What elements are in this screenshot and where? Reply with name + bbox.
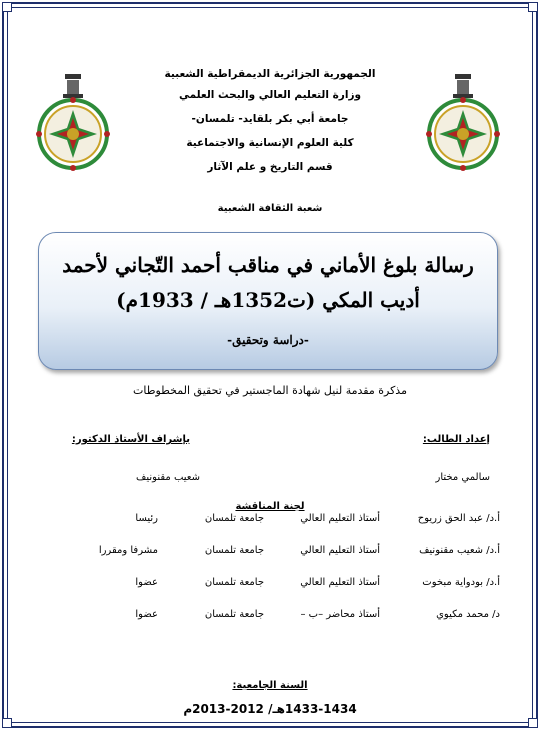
thesis-title-line-1: رسالة بلوغ الأماني في مناقب أحمد التّجاني لأحمد: [62, 253, 474, 277]
specialty-name: شعبة الثقافة الشعبية: [217, 203, 323, 214]
university-name: جامعة أبي بكر بلقايد- تلمسان-: [191, 113, 349, 125]
student-name: سالمي مختار: [435, 472, 490, 483]
ministry-name: وزارة التعليم العالي والبحث العلمي: [178, 89, 362, 101]
member-rank: أستاذ التعليم العالي: [300, 513, 380, 524]
committee-row: [40, 513, 500, 537]
member-role: رئيسا: [135, 513, 158, 524]
member-university: جامعة تلمسان: [204, 545, 264, 556]
member-name: أ.د/ بودواية مبخوت: [422, 577, 500, 588]
university-emblem-left-icon: [34, 72, 112, 176]
thesis-subtitle: مذكرة مقدمة لنيل شهادة الماجستير في تحقيق المخطوطات: [133, 384, 407, 397]
supervisor-name: شعيب مقنونيف: [136, 472, 200, 483]
member-role: عضوا: [135, 609, 158, 620]
member-rank: أستاذ التعليم العالي: [300, 577, 380, 588]
committee-title: لجنة المناقشة: [235, 501, 305, 512]
member-university: جامعة تلمسان: [204, 609, 264, 620]
academic-year-value: 1433-1434هـ/ 2012-2013م: [183, 702, 357, 716]
committee-row: [40, 545, 500, 569]
member-rank: أستاذ التعليم العالي: [300, 545, 380, 556]
university-emblem-right-icon: [424, 72, 502, 176]
academic-year-label: السنة الجامعية:: [232, 680, 308, 691]
member-name: أ.د/ عبد الحق زريوح: [417, 513, 500, 524]
thesis-title-box: [38, 232, 498, 370]
member-rank: أستاذ محاضر –ب –: [300, 609, 380, 620]
thesis-title-line-2: أديب المكي (ت1352هـ / 1933م): [116, 288, 420, 312]
border-corner: [2, 718, 12, 728]
member-name: أ.د/ شعيب مقنونيف: [419, 545, 500, 556]
border-corner: [528, 718, 538, 728]
student-label: إعداد الطالب:: [422, 434, 490, 445]
country-name: الجمهورية الجزائرية الديمقراطية الشعبية: [164, 68, 376, 80]
thesis-title-line-3: -دراسة وتحقيق-: [227, 333, 309, 347]
member-university: جامعة تلمسان: [204, 513, 264, 524]
border-corner: [528, 2, 538, 12]
member-name: د/ محمد مكيوي: [436, 609, 500, 620]
member-university: جامعة تلمسان: [204, 577, 264, 588]
department-name: قسم التاريخ و علم الآثار: [207, 161, 333, 173]
member-role: عضوا: [135, 577, 158, 588]
border-corner: [2, 2, 12, 12]
committee-row: [40, 577, 500, 601]
committee-row: [40, 609, 500, 633]
supervisor-label: بإشراف الأستاذ الدكتور:: [71, 434, 190, 445]
member-role: مشرفا ومقررا: [98, 545, 158, 556]
faculty-name: كلية العلوم الإنسانية والاجتماعية: [186, 137, 354, 149]
